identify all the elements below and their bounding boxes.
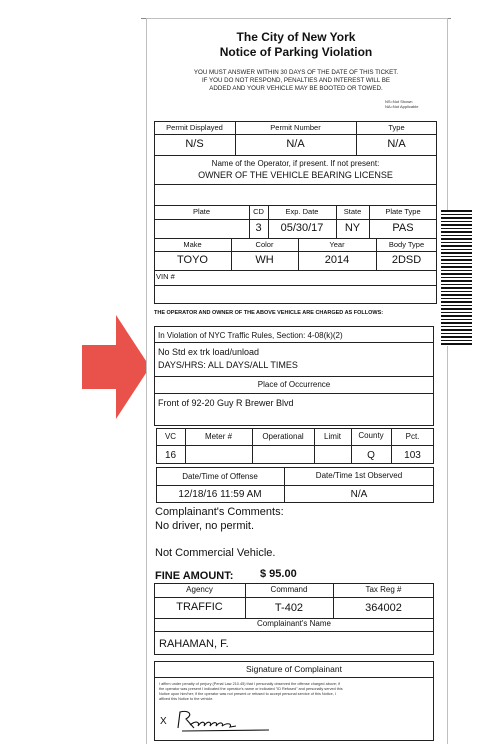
- warning-line-2: IF YOU DO NOT RESPOND, PENALTIES AND INTEREST WILL BE: [201, 77, 391, 84]
- limit-label: Limit: [324, 432, 341, 441]
- legend-not-shown: NS=Not Shown: [385, 99, 413, 104]
- make-label: Make: [183, 240, 202, 249]
- make-value: TOYO: [177, 254, 208, 266]
- affirmation-line-2: the operator was present I indicated the operator's name or indicated "ID Refused" and personally served this: [159, 687, 343, 691]
- permit-number-value: N/A: [286, 138, 305, 150]
- first-observed-value: N/A: [350, 489, 368, 500]
- tax-reg-value: 364002: [365, 602, 402, 614]
- body-type-label: Body Type: [388, 240, 425, 249]
- fine-amount: $ 95.00: [260, 568, 297, 580]
- handwritten-signature: [174, 708, 274, 734]
- county-value: Q: [367, 450, 375, 461]
- pct-label: Pct.: [405, 432, 420, 441]
- title-notice: Notice of Parking Violation: [219, 45, 373, 59]
- first-observed-label: Date/Time 1st Observed: [315, 471, 403, 480]
- county-label: County: [358, 431, 384, 440]
- affirmation-line-4: affixed this Notice to the vehicle.: [159, 697, 214, 701]
- operational-label: Operational: [262, 432, 304, 441]
- legend-not-applicable: NA=Not Applicable: [385, 104, 419, 109]
- warning-line-3: ADDED AND YOUR VEHICLE MAY BE BOOTED OR TOWED.: [209, 85, 383, 92]
- command-value: T-402: [274, 602, 304, 614]
- warning-line-1: YOU MUST ANSWER WITHIN 30 DAYS OF THE DATE OF THIS TICKET.: [193, 69, 399, 76]
- charge-heading: THE OPERATOR AND OWNER OF THE ABOVE VEHICLE ARE CHARGED AS FOLLOWS:: [154, 310, 384, 316]
- tax-reg-label: Tax Reg #: [365, 585, 402, 594]
- fine-label: FINE AMOUNT:: [155, 570, 234, 582]
- year-label: Year: [329, 240, 345, 249]
- state-label: State: [343, 207, 362, 216]
- plate-type-value: PAS: [392, 222, 414, 234]
- command-label: Command: [270, 585, 308, 594]
- vin-label: VIN #: [156, 272, 175, 281]
- violation-desc-2: DAYS/HRS: ALL DAYS/ALL TIMES: [158, 360, 298, 370]
- state-value: NY: [344, 222, 361, 234]
- exp-date-label: Exp. Date: [285, 207, 319, 216]
- vc-label: VC: [164, 432, 177, 441]
- plate-type-label: Plate Type: [385, 207, 421, 216]
- complainant-name-value: RAHAMAN, F.: [159, 638, 229, 650]
- exp-date-value: 05/30/17: [280, 222, 324, 234]
- permit-displayed-value: N/S: [185, 138, 204, 150]
- violation-rule: In Violation of NYC Traffic Rules, Section: 4-08(k)(2): [158, 331, 343, 340]
- offense-datetime-value: 12/18/16 11:59 AM: [178, 489, 262, 500]
- affirmation-line-3: Notice upon him/her; if the operator was not present or refused to accept personal service of this Notice, I: [159, 692, 336, 696]
- signature-label: Signature of Complainant: [246, 664, 342, 674]
- permit-number-label: Permit Number: [270, 123, 321, 132]
- comments-label: Complainant's Comments:: [155, 506, 284, 518]
- body-type-value: 2DSD: [391, 254, 422, 266]
- complainant-name-label: Complainant's Name: [256, 619, 331, 628]
- place-value: Front of 92-20 Guy R Brewer Blvd: [158, 398, 294, 408]
- place-label: Place of Occurrence: [257, 380, 331, 389]
- violation-desc-1: No Std ex trk load/unload: [158, 347, 260, 357]
- cd-label: CD: [253, 207, 264, 216]
- year-value: 2014: [324, 254, 350, 266]
- barcode: [441, 210, 472, 346]
- offense-datetime-label: Date/Time of Offense: [182, 472, 258, 481]
- permit-type-label: Type: [388, 123, 405, 132]
- operator-label: Name of the Operator, if present. If not present:: [211, 159, 380, 168]
- meter-label: Meter #: [204, 432, 233, 441]
- color-value: WH: [255, 254, 274, 266]
- red-arrow-icon: [82, 315, 150, 419]
- operator-value: OWNER OF THE VEHICLE BEARING LICENSE: [198, 170, 393, 180]
- pct-value: 103: [404, 450, 421, 461]
- cd-value: 3: [255, 222, 262, 234]
- permit-displayed-label: Permit Displayed: [166, 123, 223, 132]
- comments-line-1: No driver, no permit.: [155, 520, 255, 532]
- vc-value: 16: [164, 450, 177, 461]
- plate-label: Plate: [192, 207, 211, 216]
- color-label: Color: [255, 240, 274, 249]
- title-city: The City of New York: [236, 30, 356, 44]
- agency-value: TRAFFIC: [176, 601, 223, 613]
- permit-type-value: N/A: [387, 138, 406, 150]
- signature-x-mark: X: [160, 716, 167, 727]
- comments-line-2: Not Commercial Vehicle.: [155, 547, 276, 559]
- affirmation-line-1: I affirm under penalty of perjury (Penal Law 210.45) that I personally observed the offense charged above; if: [159, 682, 340, 686]
- agency-label: Agency: [186, 585, 213, 594]
